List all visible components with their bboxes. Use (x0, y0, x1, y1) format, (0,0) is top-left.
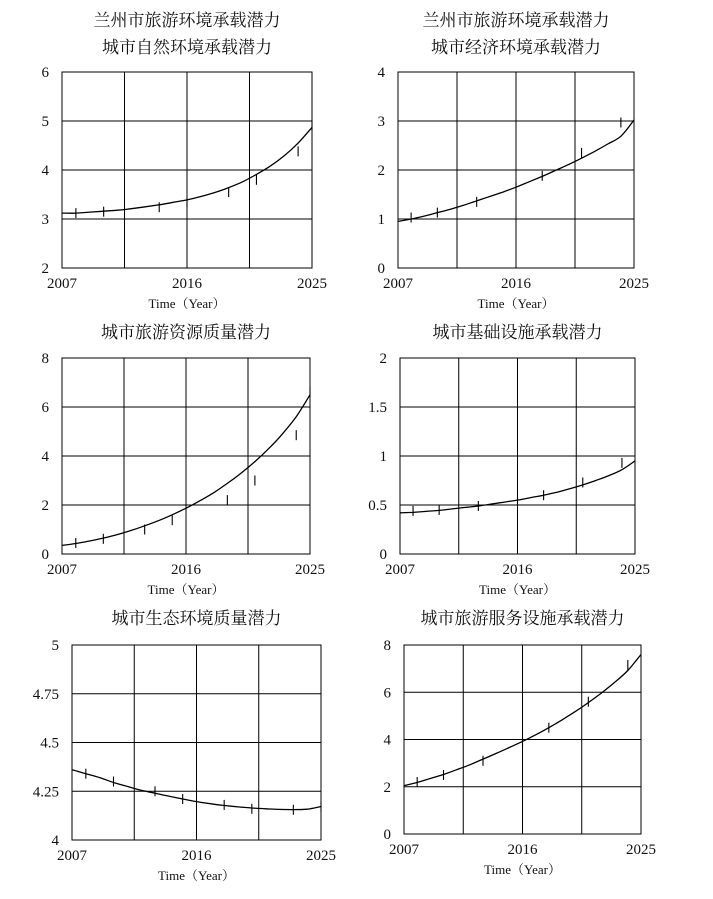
y-tick-label: 6 (41, 65, 49, 81)
chart-title-line-1: 兰州市旅游环境承载潜力 (422, 11, 610, 31)
x-axis-label: Time（Year） (147, 582, 225, 597)
chart-panel-3 (42, 323, 326, 597)
chart-panel-1 (42, 11, 328, 311)
x-tick-label: 2016 (181, 848, 212, 864)
chart-title-line-1: 城市生态环境质量潜力 (111, 609, 282, 629)
x-tick-label: 2007 (57, 848, 87, 864)
x-tick-label: 2007 (383, 276, 413, 292)
y-tick-label: 6 (41, 400, 49, 416)
y-tick-label: 0 (377, 261, 385, 277)
x-axis-label: Time（Year） (477, 296, 555, 311)
x-axis-label: Time（Year） (148, 296, 226, 311)
y-tick-label: 0 (41, 547, 49, 563)
y-tick-label: 4 (41, 449, 49, 465)
y-tick-label: 4 (383, 732, 391, 749)
y-tick-label: 2 (377, 163, 385, 179)
x-axis-label: Time（Year） (479, 582, 556, 597)
y-tick-label: 4.75 (32, 686, 59, 703)
y-tick-label: 0 (383, 827, 391, 843)
chart-title-line-1: 兰州市旅游环境承载潜力 (93, 11, 281, 31)
y-tick-label: 4.25 (32, 784, 59, 801)
chart-panel-5 (33, 609, 336, 883)
y-tick-label: 4.5 (40, 735, 59, 752)
y-tick-label: 3 (41, 212, 49, 228)
y-tick-label: 0.5 (368, 498, 387, 514)
y-tick-label: 0 (379, 547, 387, 563)
x-tick-label: 2016 (502, 562, 533, 578)
chart-title-line-1: 城市旅游资源质量潜力 (101, 323, 271, 343)
y-tick-label: 8 (41, 351, 49, 367)
y-tick-label: 5 (41, 114, 49, 130)
x-tick-label: 2016 (501, 276, 531, 292)
x-tick-label: 2025 (626, 842, 656, 858)
y-tick-label: 3 (377, 114, 385, 130)
chart-title-line-1: 城市旅游服务设施承载潜力 (420, 609, 625, 629)
y-tick-label: 1.5 (368, 400, 387, 416)
y-tick-label: 5 (51, 638, 59, 654)
chart-panel-6 (384, 609, 657, 877)
y-tick-label: 2 (383, 779, 391, 796)
x-axis-label: Time（Year） (484, 862, 561, 877)
y-tick-label: 2 (41, 498, 49, 514)
x-tick-label: 2025 (619, 276, 649, 292)
x-tick-label: 2007 (47, 276, 77, 292)
y-tick-label: 4 (41, 163, 49, 179)
x-axis-label: Time（Year） (158, 868, 235, 883)
y-tick-label: 2 (41, 261, 49, 277)
chart-panel-4 (368, 323, 650, 597)
x-tick-label: 2016 (172, 276, 202, 292)
x-tick-label: 2025 (295, 562, 325, 578)
y-tick-label: 1 (379, 449, 387, 465)
chart-panel-2 (378, 11, 650, 311)
x-tick-label: 2007 (385, 562, 415, 578)
x-tick-label: 2007 (47, 562, 77, 578)
x-tick-label: 2025 (297, 276, 327, 292)
y-tick-label: 4 (377, 65, 385, 81)
y-tick-label: 1 (377, 212, 385, 228)
x-tick-label: 2016 (171, 562, 201, 578)
y-tick-label: 4 (51, 833, 59, 849)
y-tick-label: 8 (383, 638, 391, 654)
y-tick-label: 6 (383, 685, 391, 702)
chart-title-line-2: 城市经济环境承载潜力 (431, 38, 601, 58)
x-tick-label: 2016 (507, 842, 538, 858)
x-tick-label: 2025 (306, 848, 336, 864)
x-tick-label: 2025 (620, 562, 650, 578)
x-tick-label: 2007 (389, 842, 419, 858)
y-tick-label: 2 (379, 351, 387, 367)
chart-title-line-1: 城市基础设施承载潜力 (432, 323, 603, 343)
chart-title-line-2: 城市自然环境承载潜力 (102, 38, 272, 58)
